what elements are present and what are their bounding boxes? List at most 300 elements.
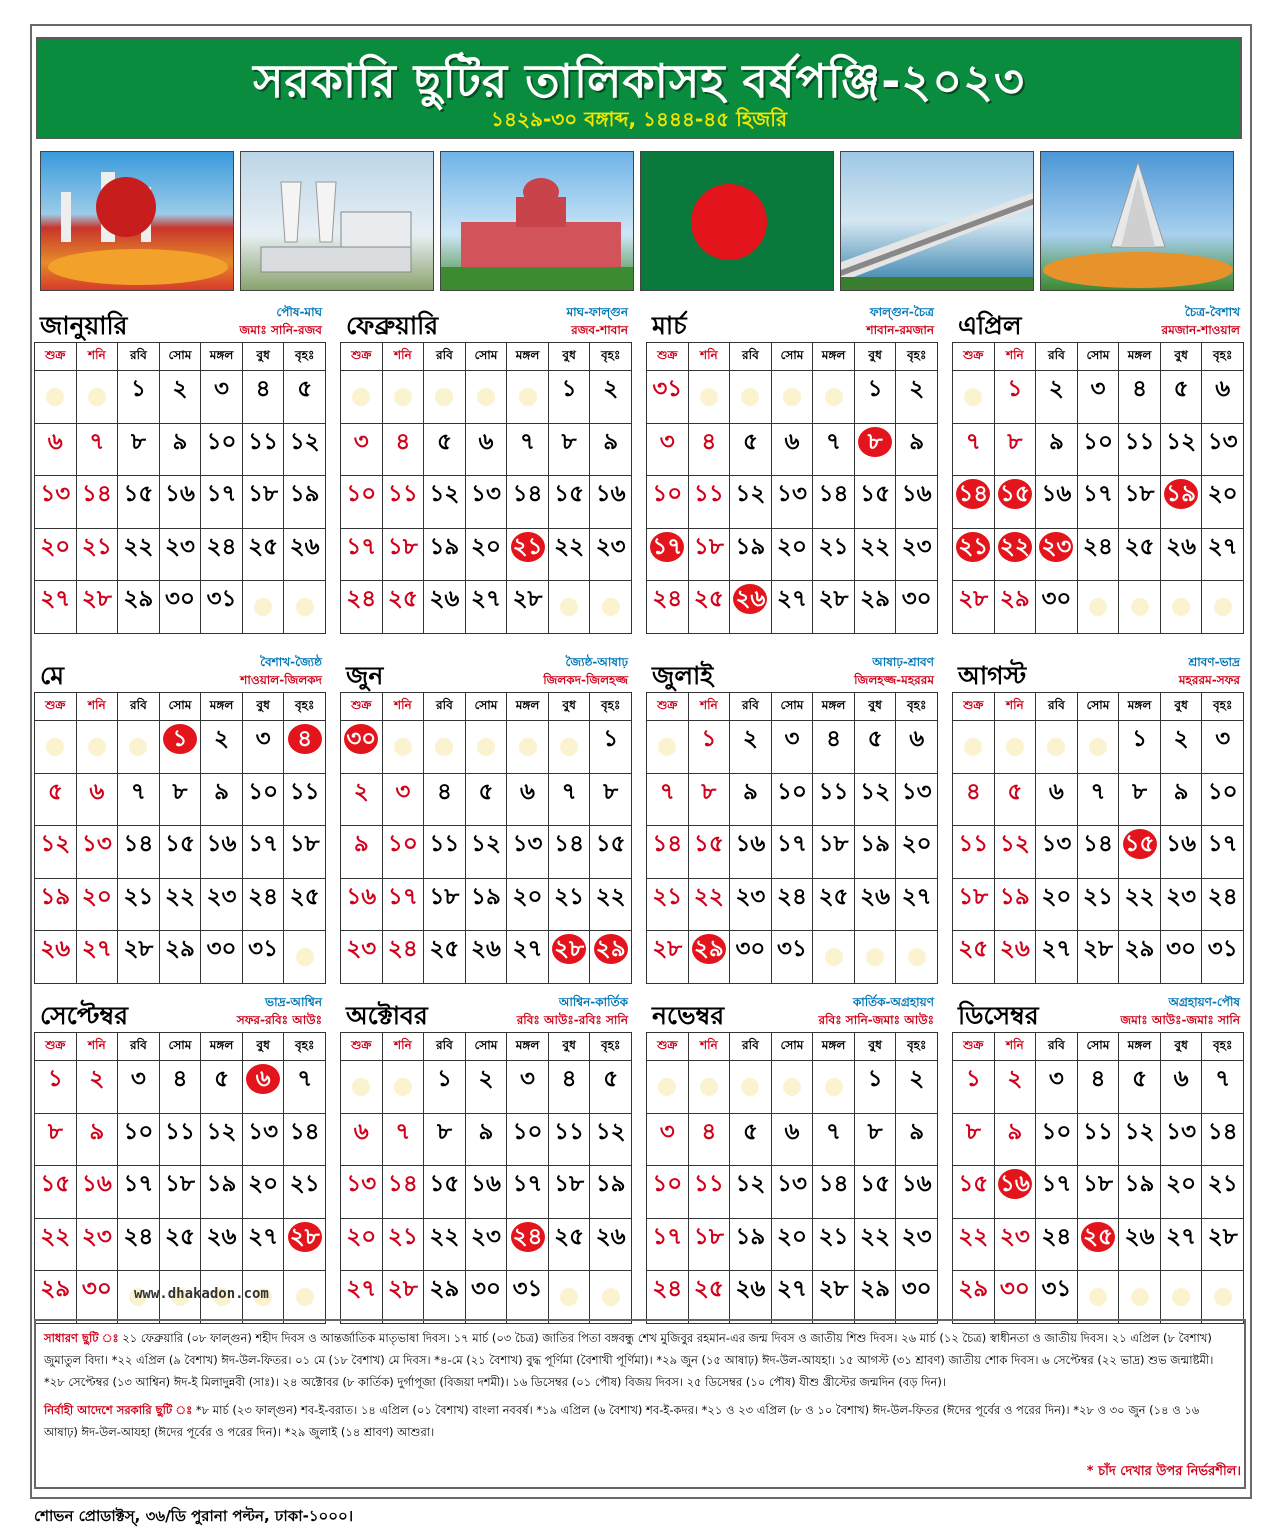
day-number: ৩১ bbox=[652, 376, 683, 402]
day-cell bbox=[953, 1113, 995, 1166]
day-cell bbox=[1202, 371, 1244, 424]
day-number: ৬ bbox=[909, 726, 925, 752]
day-cell bbox=[771, 581, 813, 634]
month-2 bbox=[340, 300, 632, 634]
day-number: ২৮ bbox=[552, 934, 586, 964]
day-cell bbox=[1202, 721, 1244, 774]
day-number: ২৯ bbox=[999, 586, 1030, 613]
day-number: ৮ bbox=[561, 428, 577, 455]
watermark-icon bbox=[352, 1078, 370, 1096]
watermark-icon bbox=[46, 388, 64, 406]
day-number: ২৩ bbox=[81, 1223, 112, 1250]
day-number: ২২ bbox=[860, 533, 891, 560]
day-cell bbox=[35, 826, 77, 879]
day-number: ২৮ bbox=[387, 1276, 418, 1303]
day-cell bbox=[854, 581, 896, 634]
day-cell bbox=[35, 1166, 77, 1219]
bengali-months: মাঘ-ফাল্গুন bbox=[566, 305, 628, 319]
day-number: ১৭ bbox=[206, 481, 237, 508]
watermark-icon bbox=[394, 738, 412, 756]
day-cell bbox=[424, 1061, 466, 1114]
day-number: ২৮ bbox=[123, 936, 154, 963]
day-number: ৩০ bbox=[471, 1276, 501, 1303]
day-number: ১৪ bbox=[652, 831, 683, 858]
day-number: ২০ bbox=[777, 1223, 807, 1250]
weekday-header: বৃহঃ bbox=[590, 1033, 632, 1061]
day-number: ১১ bbox=[248, 428, 279, 455]
weekday-header: শনি bbox=[382, 693, 424, 721]
day-cell bbox=[76, 826, 118, 879]
day-number: ২৬ bbox=[429, 586, 460, 613]
photo-strip bbox=[40, 151, 1238, 291]
day-number: ১৪ bbox=[1083, 831, 1113, 858]
day-cell bbox=[548, 826, 590, 879]
day-number: ৫ bbox=[214, 1066, 229, 1092]
day-number: ২১ bbox=[81, 533, 112, 560]
day-number: ১৮ bbox=[818, 831, 849, 858]
day-cell bbox=[953, 1166, 995, 1219]
day-number: ১৪ bbox=[123, 831, 154, 858]
weekday-header: সোম bbox=[1077, 693, 1119, 721]
day-number: ১ bbox=[965, 1066, 981, 1092]
day-cell bbox=[854, 826, 896, 879]
day-number: ২০ bbox=[777, 533, 807, 560]
day-number: ২১ bbox=[511, 532, 545, 562]
day-number: ৮ bbox=[1132, 778, 1147, 805]
day-cell bbox=[35, 423, 77, 476]
day-cell bbox=[1119, 1218, 1161, 1271]
day-cell bbox=[507, 1061, 549, 1114]
watermark-icon bbox=[700, 388, 718, 406]
day-number: ১৪ bbox=[1207, 1118, 1238, 1145]
day-cell bbox=[118, 476, 160, 529]
day-number: ৯ bbox=[909, 1118, 925, 1145]
day-cell bbox=[242, 826, 284, 879]
day-number: ৮ bbox=[1007, 428, 1023, 455]
day-cell bbox=[76, 1271, 118, 1324]
day-number: ৫ bbox=[47, 778, 63, 805]
empty-cell bbox=[284, 931, 326, 984]
day-number: ২৮ bbox=[81, 586, 112, 613]
day-number: ৩০ bbox=[165, 586, 195, 613]
day-number: ২৭ bbox=[777, 1276, 807, 1303]
day-cell bbox=[201, 371, 243, 424]
day-cell bbox=[382, 878, 424, 931]
day-cell bbox=[35, 1218, 77, 1271]
day-cell bbox=[590, 476, 632, 529]
day-number: ১৩ bbox=[777, 481, 807, 508]
day-cell bbox=[159, 1166, 201, 1219]
day-number: ১৯ bbox=[40, 883, 71, 910]
day-number: ৬ bbox=[353, 1118, 369, 1145]
day-cell bbox=[118, 528, 160, 581]
day-cell bbox=[953, 1271, 995, 1324]
day-cell bbox=[854, 1061, 896, 1114]
day-number: ১ bbox=[130, 376, 146, 402]
weekday-header: বুধ bbox=[1160, 343, 1202, 371]
empty-cell bbox=[994, 721, 1036, 774]
day-cell bbox=[284, 721, 326, 774]
month-grid bbox=[646, 1032, 938, 1324]
day-cell bbox=[896, 1113, 938, 1166]
weekday-header: রবি bbox=[118, 693, 160, 721]
empty-cell bbox=[507, 721, 549, 774]
day-number: ১ bbox=[701, 726, 717, 752]
day-cell bbox=[896, 878, 938, 931]
day-number: ২৬ bbox=[40, 936, 71, 963]
day-number: ৫ bbox=[742, 1118, 758, 1145]
day-number: ১৪ bbox=[81, 481, 112, 508]
day-cell bbox=[896, 371, 938, 424]
empty-cell bbox=[382, 371, 424, 424]
day-cell bbox=[771, 878, 813, 931]
national-memorial-photo bbox=[1040, 151, 1234, 291]
day-cell bbox=[994, 1271, 1036, 1324]
day-number: ১৩ bbox=[248, 1118, 279, 1145]
weekday-header: শুক্র bbox=[341, 693, 383, 721]
day-cell bbox=[590, 1166, 632, 1219]
day-cell bbox=[1160, 1113, 1202, 1166]
watermark-icon bbox=[394, 388, 412, 406]
shaheed-minar-image bbox=[41, 152, 234, 291]
day-cell bbox=[730, 826, 772, 879]
day-cell bbox=[994, 581, 1036, 634]
weekday-header: মঙ্গল bbox=[813, 693, 855, 721]
national-memorial-image bbox=[1041, 152, 1234, 291]
empty-cell bbox=[424, 721, 466, 774]
day-number: ১১ bbox=[1124, 428, 1155, 455]
day-cell bbox=[341, 423, 383, 476]
month-10 bbox=[340, 990, 632, 1324]
watermark-icon bbox=[866, 948, 884, 966]
weekday-header: শনি bbox=[76, 1033, 118, 1061]
day-cell bbox=[507, 476, 549, 529]
day-cell bbox=[35, 581, 77, 634]
day-number: ১৫ bbox=[860, 1171, 891, 1198]
day-number: ২৪ bbox=[1207, 883, 1238, 910]
day-cell bbox=[590, 826, 632, 879]
weekday-header: বৃহঃ bbox=[1202, 343, 1244, 371]
day-number: ২৮ bbox=[818, 1276, 849, 1303]
weekday-header: বৃহঃ bbox=[896, 1033, 938, 1061]
weekday-header: বুধ bbox=[1160, 1033, 1202, 1061]
day-cell bbox=[771, 826, 813, 879]
day-number: ১২ bbox=[595, 1118, 626, 1145]
day-number: ২৯ bbox=[1124, 936, 1155, 963]
day-number: ২ bbox=[909, 1066, 925, 1092]
day-number: ২৭ bbox=[81, 936, 112, 963]
day-cell bbox=[465, 528, 507, 581]
day-number: ৪ bbox=[826, 726, 841, 752]
padma-bridge-image bbox=[841, 152, 1034, 291]
day-number: ২১ bbox=[1083, 883, 1113, 910]
day-number: ২৩ bbox=[901, 533, 932, 560]
day-cell bbox=[1036, 1271, 1078, 1324]
day-cell bbox=[994, 423, 1036, 476]
day-number: ১৩ bbox=[346, 1171, 377, 1198]
day-number: ৫ bbox=[867, 726, 883, 752]
day-cell bbox=[994, 1166, 1036, 1219]
empty-cell bbox=[118, 721, 160, 774]
day-number: ১৯ bbox=[1124, 1171, 1155, 1198]
weekday-header: বুধ bbox=[242, 1033, 284, 1061]
day-cell bbox=[647, 528, 689, 581]
empty-cell bbox=[953, 371, 995, 424]
day-cell bbox=[1160, 1166, 1202, 1219]
weekday-header: সোম bbox=[1077, 1033, 1119, 1061]
day-number: ২০ bbox=[512, 883, 543, 910]
day-cell bbox=[896, 1218, 938, 1271]
day-number: ৬ bbox=[784, 1118, 800, 1145]
weekday-header: সোম bbox=[465, 343, 507, 371]
day-number: ৬ bbox=[89, 778, 105, 805]
day-number: ১৮ bbox=[289, 831, 320, 858]
day-cell bbox=[465, 1061, 507, 1114]
watermark-icon bbox=[741, 388, 759, 406]
weekday-header: শুক্র bbox=[647, 1033, 689, 1061]
day-cell bbox=[896, 1271, 938, 1324]
empty-cell bbox=[1036, 721, 1078, 774]
day-number: ১১ bbox=[958, 831, 989, 858]
day-number: ২৮ bbox=[512, 586, 543, 613]
day-number: ১ bbox=[561, 376, 577, 402]
day-number: ২২ bbox=[693, 883, 724, 910]
day-number: ৯ bbox=[353, 831, 369, 858]
day-number: ২৪ bbox=[511, 1222, 545, 1252]
empty-cell bbox=[1202, 581, 1244, 634]
day-number: ২৭ bbox=[1166, 1223, 1197, 1250]
day-cell bbox=[854, 773, 896, 826]
day-number: ২২ bbox=[860, 1223, 891, 1250]
day-number: ২৩ bbox=[1166, 883, 1197, 910]
day-number: ২১ bbox=[1207, 1171, 1238, 1198]
day-number: ১০ bbox=[206, 428, 237, 455]
month-name: মে bbox=[40, 661, 65, 690]
day-number: ২০ bbox=[248, 1171, 279, 1198]
day-cell bbox=[1202, 476, 1244, 529]
day-number: ২৪ bbox=[206, 533, 237, 560]
day-number: ৫ bbox=[436, 428, 452, 455]
day-cell bbox=[465, 1113, 507, 1166]
day-cell bbox=[424, 1271, 466, 1324]
day-number: ৩ bbox=[1215, 726, 1231, 752]
ahsan-manzil-photo bbox=[440, 151, 634, 291]
empty-cell bbox=[813, 371, 855, 424]
empty-cell bbox=[35, 721, 77, 774]
day-number: ৪ bbox=[701, 1118, 717, 1145]
day-cell bbox=[1077, 1113, 1119, 1166]
holiday-notes bbox=[34, 1319, 1246, 1489]
publisher-footer: শোভন প্রোডাক্টস্, ৩৬/ডি পুরানা পল্টন, ঢাকা-১০০০। bbox=[34, 1507, 354, 1525]
day-number: ১ bbox=[163, 724, 197, 754]
day-cell bbox=[382, 423, 424, 476]
month-grid bbox=[952, 342, 1244, 634]
empty-cell bbox=[771, 371, 813, 424]
day-cell bbox=[507, 1166, 549, 1219]
day-cell bbox=[382, 826, 424, 879]
day-cell bbox=[159, 1113, 201, 1166]
day-cell bbox=[159, 773, 201, 826]
day-cell bbox=[647, 773, 689, 826]
watermark-icon bbox=[352, 388, 370, 406]
bengali-months: আশ্বিন-কার্তিক bbox=[558, 995, 628, 1009]
day-number: ১১ bbox=[693, 1171, 724, 1198]
day-cell bbox=[424, 476, 466, 529]
weekday-header: শুক্র bbox=[35, 1033, 77, 1061]
empty-cell bbox=[1077, 1271, 1119, 1324]
hijri-months: শাওয়াল-জিলকদ bbox=[240, 673, 322, 687]
weekday-header: রবি bbox=[1036, 1033, 1078, 1061]
day-number: ৩ bbox=[130, 1066, 146, 1092]
month-name: নভেম্বর bbox=[652, 1001, 725, 1030]
day-number: ১৫ bbox=[693, 831, 724, 858]
watermark-icon bbox=[296, 598, 314, 616]
day-number: ৯ bbox=[1007, 1118, 1023, 1145]
day-cell bbox=[1036, 826, 1078, 879]
hijri-months: জমাঃ আউঃ-জমাঃ সানি bbox=[1120, 1013, 1240, 1027]
day-cell bbox=[284, 1218, 326, 1271]
weekday-header: রবি bbox=[424, 693, 466, 721]
day-cell bbox=[424, 878, 466, 931]
watermark-icon bbox=[1131, 598, 1149, 616]
empty-cell bbox=[1119, 1271, 1161, 1324]
day-cell bbox=[507, 1113, 549, 1166]
day-number: ২২ bbox=[958, 1223, 989, 1250]
day-cell bbox=[76, 476, 118, 529]
weekday-header: বৃহঃ bbox=[284, 693, 326, 721]
power-plant-image bbox=[241, 152, 434, 291]
day-cell bbox=[688, 476, 730, 529]
day-cell bbox=[424, 1218, 466, 1271]
day-cell bbox=[548, 1218, 590, 1271]
month-9 bbox=[34, 990, 326, 1324]
day-cell bbox=[341, 528, 383, 581]
day-number: ২৬ bbox=[289, 533, 320, 560]
month-4 bbox=[952, 300, 1244, 634]
day-number: ২৪ bbox=[652, 586, 683, 613]
day-number: ২৫ bbox=[429, 936, 460, 963]
day-number: ৭ bbox=[561, 778, 577, 805]
month-grid bbox=[646, 692, 938, 984]
day-cell bbox=[1119, 1061, 1161, 1114]
day-cell bbox=[424, 423, 466, 476]
day-cell bbox=[341, 1218, 383, 1271]
day-cell bbox=[507, 1271, 549, 1324]
day-number: ১২ bbox=[1166, 428, 1197, 455]
weekday-header: বৃহঃ bbox=[590, 693, 632, 721]
day-number: ৩০ bbox=[81, 1276, 112, 1303]
day-cell bbox=[548, 773, 590, 826]
day-number: ২২ bbox=[554, 533, 585, 560]
day-cell bbox=[159, 581, 201, 634]
day-cell bbox=[1077, 371, 1119, 424]
day-cell bbox=[382, 581, 424, 634]
day-cell bbox=[341, 1113, 383, 1166]
day-cell bbox=[953, 931, 995, 984]
day-cell bbox=[1036, 1166, 1078, 1219]
empty-cell bbox=[1160, 581, 1202, 634]
day-number: ২৬ bbox=[733, 584, 767, 614]
day-number: ২১ bbox=[818, 1223, 849, 1250]
day-cell bbox=[424, 1113, 466, 1166]
day-cell bbox=[76, 773, 118, 826]
day-cell bbox=[647, 423, 689, 476]
day-number: ৪ bbox=[701, 428, 717, 455]
weekday-header: বুধ bbox=[548, 343, 590, 371]
day-cell bbox=[730, 476, 772, 529]
padma-bridge-photo bbox=[840, 151, 1034, 291]
day-cell bbox=[771, 773, 813, 826]
empty-cell bbox=[647, 721, 689, 774]
weekday-header: সোম bbox=[159, 343, 201, 371]
empty-cell bbox=[284, 1271, 326, 1324]
day-number: ২ bbox=[353, 778, 369, 805]
day-cell bbox=[1036, 931, 1078, 984]
day-cell bbox=[1160, 721, 1202, 774]
empty-cell bbox=[1202, 1271, 1244, 1324]
day-number: ১৭ bbox=[1207, 831, 1238, 858]
day-number: ২৩ bbox=[471, 1223, 501, 1250]
day-cell bbox=[854, 1166, 896, 1219]
month-name: জুলাই bbox=[652, 661, 714, 690]
day-number: ৪ bbox=[561, 1066, 577, 1092]
day-cell bbox=[688, 1271, 730, 1324]
empty-cell bbox=[688, 371, 730, 424]
day-number: ১৪ bbox=[818, 1171, 849, 1198]
day-number: ১৭ bbox=[1041, 1171, 1072, 1198]
month-name: এপ্রিল bbox=[958, 311, 1022, 340]
day-number: ১৪ bbox=[387, 1171, 418, 1198]
day-cell bbox=[896, 773, 938, 826]
empty-cell bbox=[813, 931, 855, 984]
day-cell bbox=[201, 773, 243, 826]
day-cell bbox=[548, 931, 590, 984]
day-cell bbox=[465, 878, 507, 931]
day-number: ২৭ bbox=[901, 883, 932, 910]
day-number: ১ bbox=[436, 1066, 452, 1092]
day-cell bbox=[76, 423, 118, 476]
weekday-header: মঙ্গল bbox=[507, 1033, 549, 1061]
weekday-header: রবি bbox=[118, 343, 160, 371]
day-number: ১৬ bbox=[471, 1171, 501, 1198]
day-cell bbox=[1119, 1166, 1161, 1219]
weekday-header: বুধ bbox=[548, 693, 590, 721]
day-number: ৮ bbox=[172, 778, 188, 805]
shaheed-minar-photo bbox=[40, 151, 234, 291]
day-number: ২২ bbox=[40, 1223, 71, 1250]
day-cell bbox=[242, 528, 284, 581]
day-number: ২৭ bbox=[40, 586, 71, 613]
watermark-icon bbox=[560, 598, 578, 616]
day-cell bbox=[1036, 773, 1078, 826]
month-name: আগস্ট bbox=[958, 661, 1027, 690]
day-number: ৮ bbox=[130, 428, 146, 455]
day-number: ২৯ bbox=[40, 1276, 71, 1303]
day-number: ১৯ bbox=[595, 1171, 626, 1198]
day-cell bbox=[341, 721, 383, 774]
day-number: ১৯ bbox=[999, 883, 1030, 910]
day-number: ২৯ bbox=[958, 1276, 989, 1303]
day-cell bbox=[590, 423, 632, 476]
day-number: ২৫ bbox=[387, 586, 418, 613]
watermark-icon bbox=[1089, 738, 1107, 756]
day-number: ১২ bbox=[999, 831, 1030, 858]
watermark-icon bbox=[560, 1288, 578, 1306]
day-number: ১০ bbox=[346, 481, 377, 508]
day-cell bbox=[730, 931, 772, 984]
day-cell bbox=[730, 721, 772, 774]
day-cell bbox=[771, 1271, 813, 1324]
